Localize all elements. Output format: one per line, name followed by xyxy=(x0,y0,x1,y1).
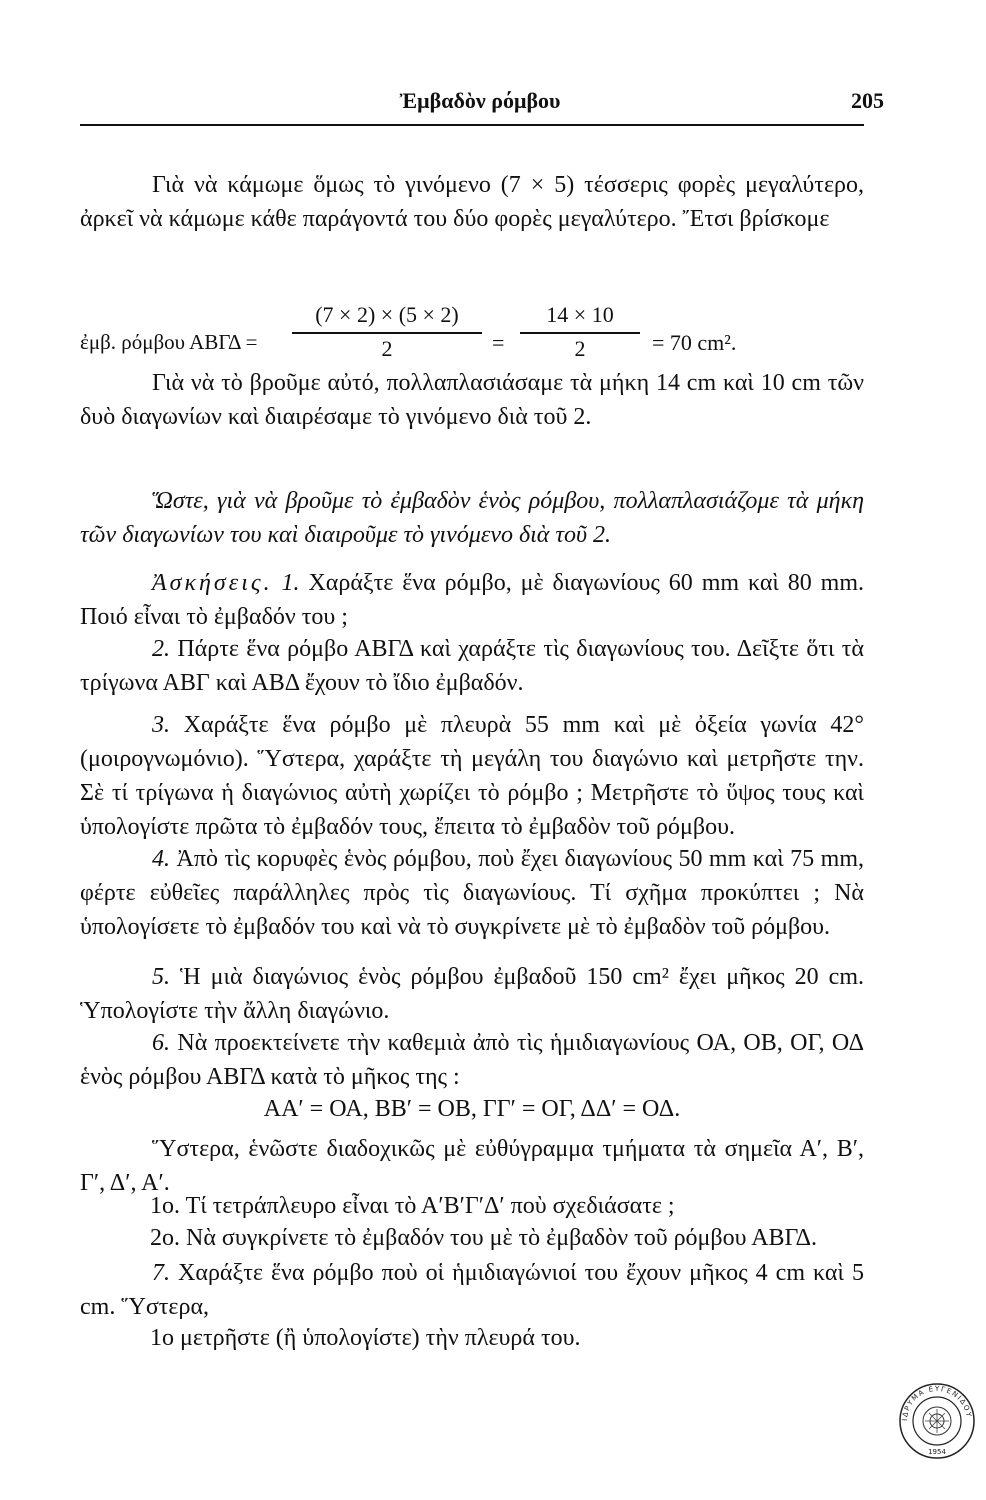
exercise-3-number: 3. xyxy=(152,712,170,738)
exercise-6-number: 6. xyxy=(152,1030,170,1056)
exercise-7-text: Χαράξτε ἕνα ρόμβο ποὺ οἱ ἡμιδιαγώνιοί του ἔχουν μῆκος 4 cm καὶ 5 cm. Ὕστερα, xyxy=(80,1260,865,1320)
exercise-5-number: 5. xyxy=(152,964,170,990)
exercise-2-text: Πάρτε ἕνα ρόμβο ΑΒΓΔ καὶ χαράξτε τὶς διαγωνίους του. Δεῖξτε ὅτι τὰ τρίγωνα ΑΒΓ καὶ ΑΒΔ ἔχουν τὸ ἴδιο ἐμβαδόν. xyxy=(80,636,864,696)
formula-result: = 70 cm². xyxy=(652,330,737,355)
exercise-6-question-1: 1ο. Τί τετράπλευρο εἶναι τὸ Α′Β′Γ′Δ′ ποὺ σχεδιάσατε ; xyxy=(150,1193,675,1219)
page-number: 205 xyxy=(851,88,884,113)
header-rule xyxy=(80,124,864,126)
exercise-4-number: 4. xyxy=(152,846,170,872)
fraction-1-numerator: (7 × 2) × (5 × 2) xyxy=(292,300,482,334)
seal-year: 1954 xyxy=(928,1448,946,1456)
fraction-1 xyxy=(292,300,482,364)
exercise-2 xyxy=(80,632,864,700)
exercise-1 xyxy=(80,566,864,634)
exercise-7-question-1: 1ο μετρῆστε (ἢ ὑπολογίστε) τὴν πλευρά του. xyxy=(150,1325,581,1351)
formula-label: ἐμβ. ρόμβου ΑΒΓΔ = xyxy=(80,330,258,354)
exercise-1-number: 1. xyxy=(281,570,300,596)
exercise-6-equations: ΑΑ′ = ΟΑ, ΒΒ′ = ΟΒ, ΓΓ′ = ΟΓ, ΔΔ′ = ΟΔ. xyxy=(263,1096,681,1122)
exercise-4 xyxy=(80,842,864,944)
exercise-2-number: 2. xyxy=(152,636,170,662)
exercises-heading: Ἀσκήσεις. xyxy=(152,570,273,596)
fraction-2-numerator: 14 × 10 xyxy=(520,300,640,334)
fraction-1-denominator: 2 xyxy=(381,336,393,361)
exercise-5 xyxy=(80,960,864,1028)
exercise-6-question-2: 2ο. Νὰ συγκρίνετε τὸ ἐμβαδόν του μὲ τὸ ἐμβαδὸν τοῦ ρόμβου ΑΒΓΔ. xyxy=(150,1225,818,1251)
rule-statement: Ὥστε, γιὰ νὰ βροῦμε τὸ ἐμβαδὸν ἑνὸς ρόμβου, πολλαπλασιάζομε τὰ μήκη τῶν διαγωνίων του καὶ διαιροῦμε τὸ γινόμενο διὰ τοῦ 2. xyxy=(80,488,864,548)
exercise-3 xyxy=(80,708,864,844)
seal-text: ΙΔΡΥΜΑ ΕΥΓΕΝΙΔΟΥ xyxy=(900,1384,973,1422)
exercise-5-text: Ἡ μιὰ διαγώνιος ἑνὸς ρόμβου ἐμβαδοῦ 150 cm² ἔχει μῆκος 20 cm. Ὑπολογίστε τὴν ἄλλη διαγώνιο. xyxy=(80,964,865,1024)
exercise-3-text: Χαράξτε ἕνα ρόμβο μὲ πλευρὰ 55 mm καὶ μὲ ὀξεία γωνία 42° (μοιρογνωμόνιο). Ὕστερα, χαράξτε τὴ μεγάλη του διαγώνιο καὶ μετρῆστε την. Σὲ τί τρίγωνα ἡ διαγώνιος αὐτὴ χωρίζει τὸ ρόμβο ; Μετρῆστε τὸ ὕψος τους καὶ ὑπολογίστε πρῶτα τὸ ἐμβαδόν τους, ἔπειτα τὸ ἐμβαδὸν τοῦ ρόμβου. xyxy=(80,712,865,840)
exercise-4-text: Ἀπὸ τὶς κορυφὲς ἑνὸς ρόμβου, ποὺ ἔχει διαγωνίους 50 mm καὶ 75 mm, φέρτε εὐθεῖες παράλληλες πρὸς τὶς διαγωνίους. Τί σχῆμα προκύπτει ; Νὰ ὑπολογίσετε τὸ ἐμβαδόν του καὶ νὰ τὸ συγκρίνετε μὲ τὸ ἐμβαδὸν τοῦ ρόμβου. xyxy=(80,846,865,940)
exercise-7-number: 7. xyxy=(152,1260,170,1286)
foundation-seal-icon xyxy=(898,1382,976,1460)
equals-sign: = xyxy=(492,330,505,355)
exercise-6-continuation: Ὕστερα, ἑνῶστε διαδοχικῶς μὲ εὐθύγραμμα τμήματα τὰ σημεῖα Α′, Β′, Γ′, Δ′, Α′. xyxy=(80,1136,864,1196)
paragraph-explanation: Γιὰ νὰ τὸ βροῦμε αὐτό, πολλαπλασιάσαμε τὰ μήκη 14 cm καὶ 10 cm τῶν δυὸ διαγωνίων καὶ διαιρέσαμε τὸ γινόμενο διὰ τοῦ 2. xyxy=(80,370,864,430)
running-header-title: Ἐμβαδὸν ρόμβου xyxy=(399,88,561,113)
exercise-7 xyxy=(80,1256,864,1324)
exercise-6-text: Νὰ προεκτείνετε τὴν καθεμιὰ ἀπὸ τὶς ἡμιδιαγωνίους ΟΑ, ΟΒ, ΟΓ, ΟΔ ἑνὸς ρόμβου ΑΒΓΔ κατὰ τὸ μῆκος της : xyxy=(80,1030,865,1090)
exercise-6 xyxy=(80,1026,864,1094)
fraction-2 xyxy=(520,300,640,364)
paragraph-intro: Γιὰ νὰ κάμωμε ὅμως τὸ γινόμενο (7 × 5) τέσσερις φορὲς μεγαλύτερο, ἀρκεῖ νὰ κάμωμε κάθε παράγοντά του δύο φορὲς μεγαλύτερο. Ἔτσι βρίσκομε xyxy=(80,172,864,232)
exercise-1-text: Χαράξτε ἕνα ρόμβο, μὲ διαγωνίους 60 mm καὶ 80 mm. Ποιό εἶναι τὸ ἐμβαδόν του ; xyxy=(80,570,864,630)
fraction-2-denominator: 2 xyxy=(574,336,586,361)
